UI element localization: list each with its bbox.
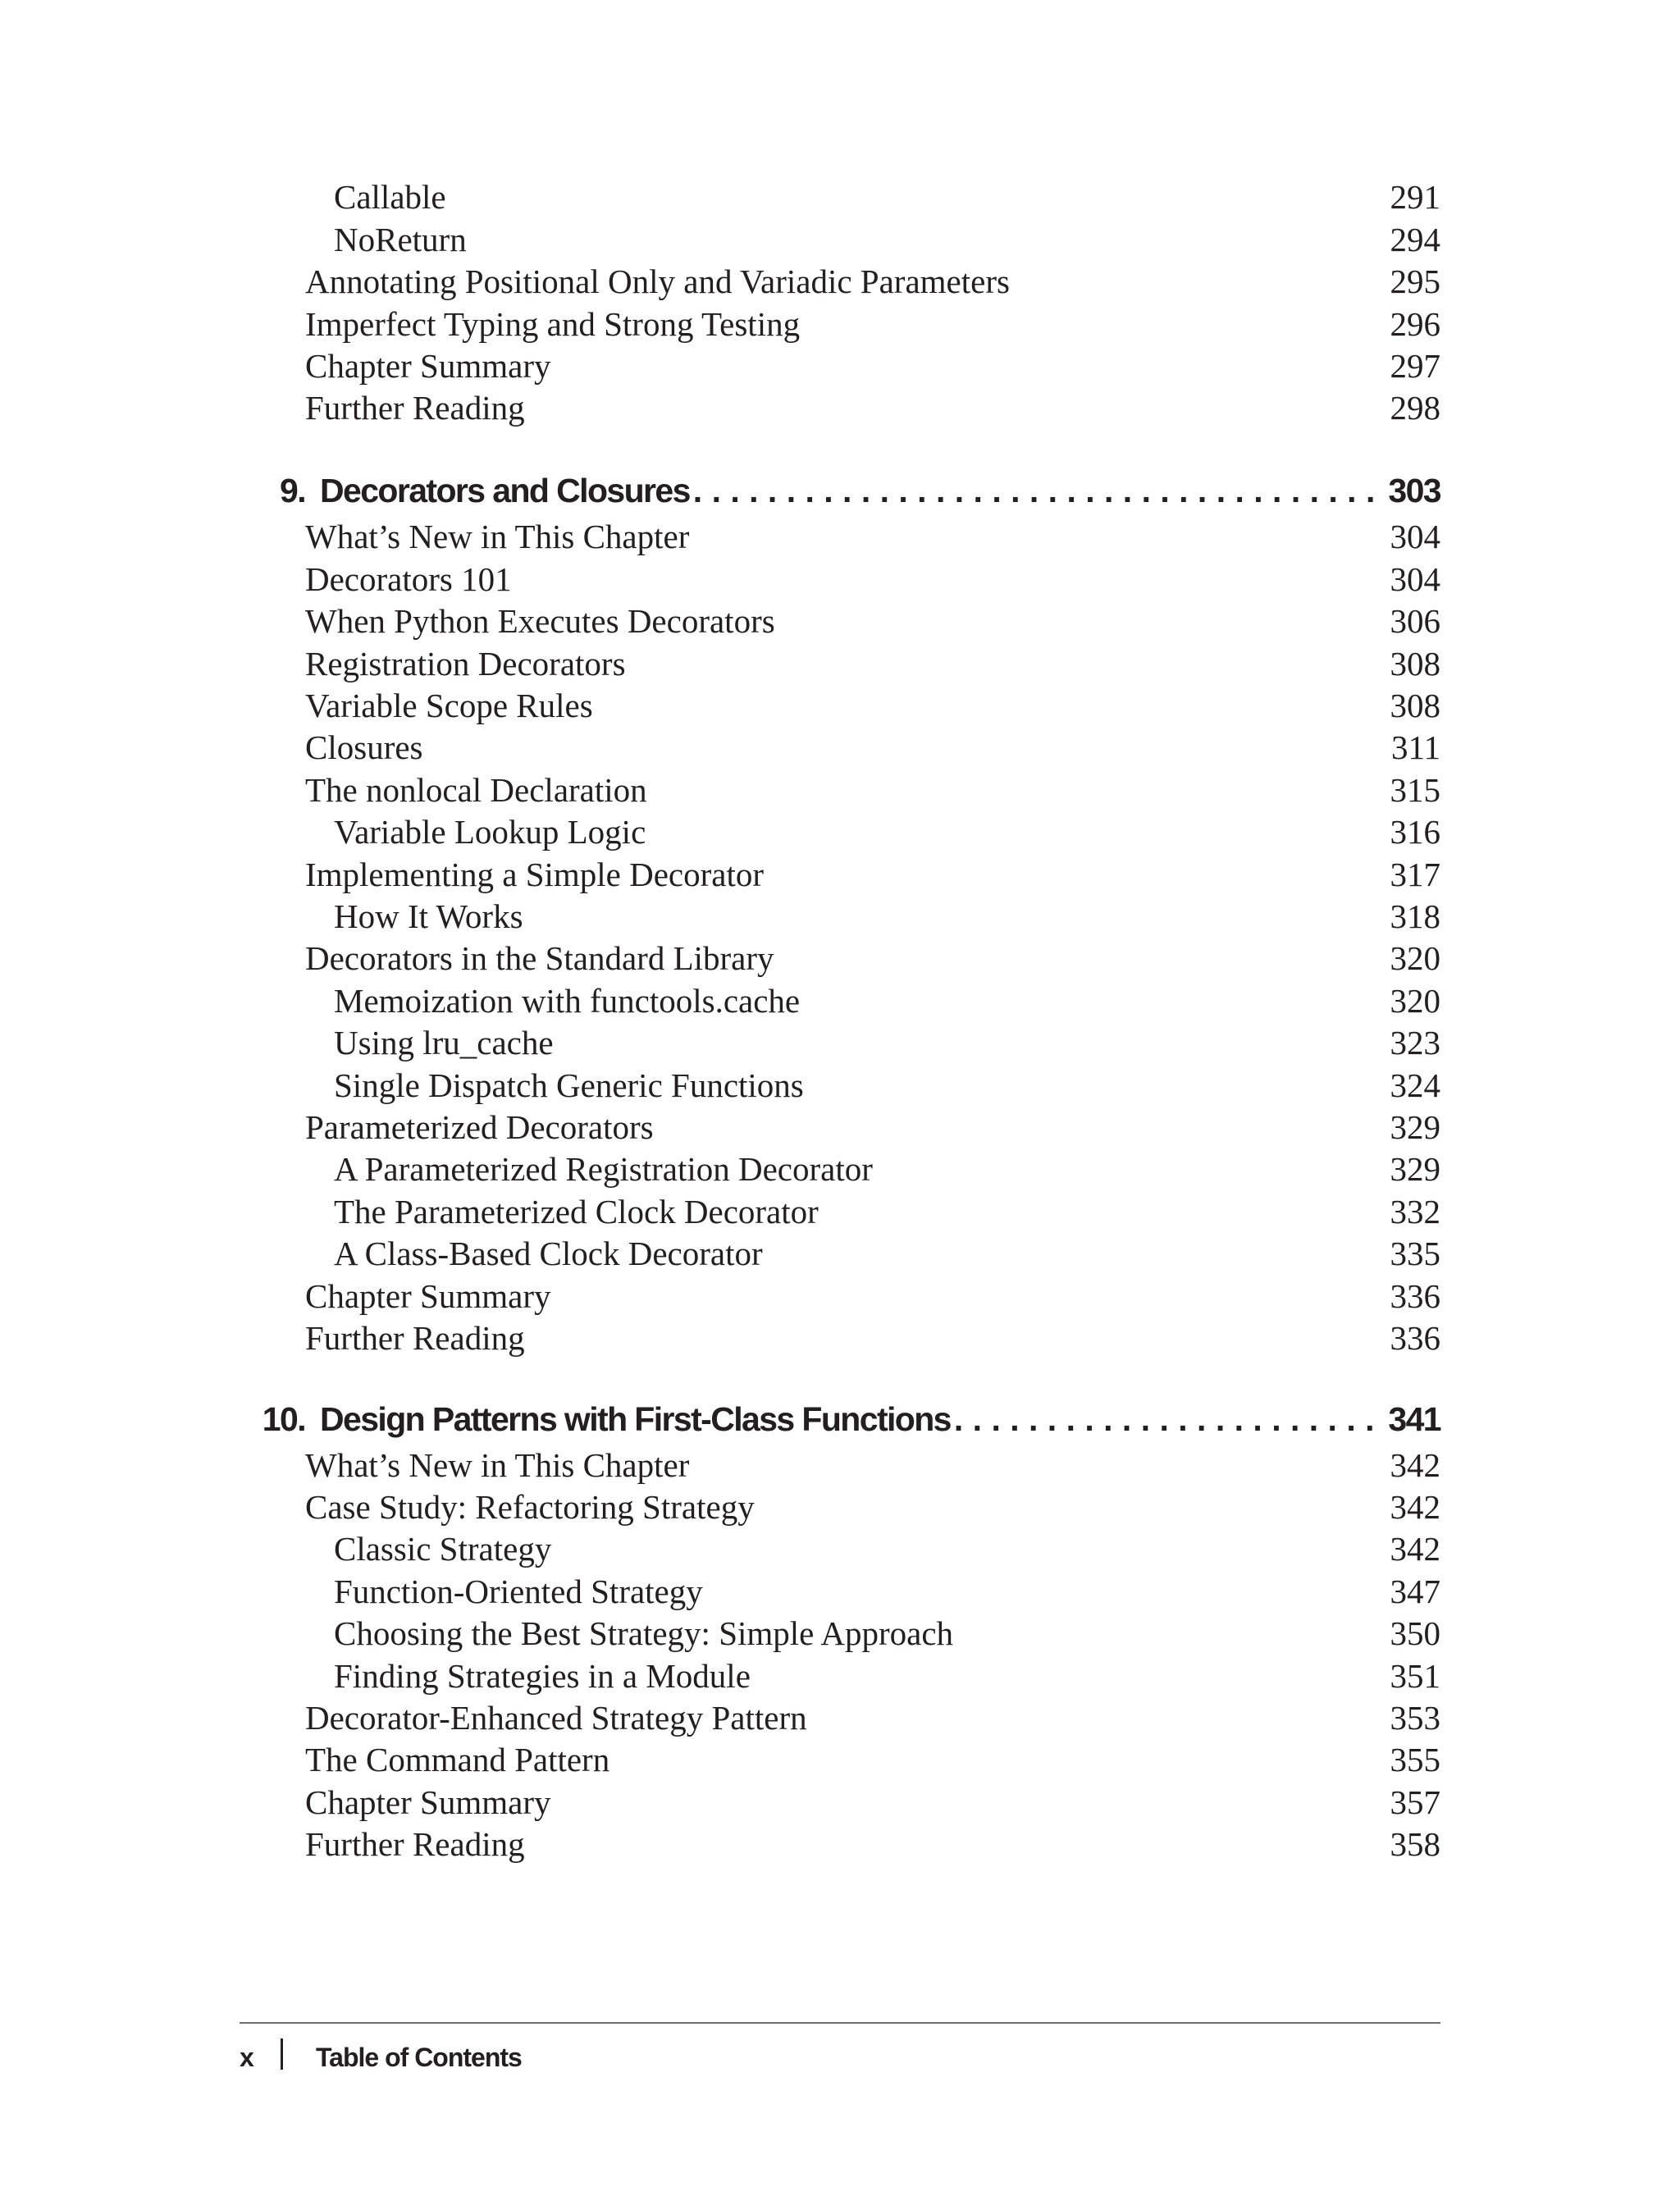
chapter-title: Design Patterns with First-Class Functions — [320, 1400, 951, 1438]
toc-entry-page: 357 — [1390, 1783, 1440, 1821]
toc-entry-page: 350 — [1390, 1614, 1440, 1652]
toc-entry[interactable] — [305, 1317, 1440, 1359]
toc-entry-page: 296 — [1390, 305, 1440, 343]
chapter-title: Decorators and Closures — [320, 472, 690, 509]
toc-entry[interactable] — [305, 853, 1440, 896]
toc-entry[interactable] — [305, 1275, 1440, 1317]
toc-entry-page: 318 — [1390, 897, 1440, 935]
toc-entry-title: Parameterized Decorators — [305, 1108, 654, 1146]
toc-entry-title: A Parameterized Registration Decorator — [334, 1150, 873, 1188]
toc-entry-page: 351 — [1390, 1657, 1440, 1695]
toc-entry-title: Choosing the Best Strategy: Simple Approach — [334, 1614, 954, 1652]
toc-entry-page: 353 — [1390, 1699, 1440, 1737]
toc-entry-title: Imperfect Typing and Strong Testing — [305, 305, 801, 343]
toc-entry-title: Classic Strategy — [334, 1530, 552, 1568]
toc-entry-page: 308 — [1390, 645, 1440, 682]
toc-entry[interactable] — [305, 1781, 1440, 1824]
toc-entry-title: Annotating Positional Only and Variadic Parameters — [305, 262, 1010, 300]
toc-entry-page: 315 — [1390, 771, 1440, 809]
toc-entry[interactable] — [305, 515, 1440, 558]
toc-entry-page: 323 — [1390, 1024, 1440, 1061]
toc-entry-title: Callable — [334, 178, 446, 216]
toc-entry[interactable] — [305, 1738, 1440, 1781]
toc-entry[interactable] — [305, 1486, 1440, 1528]
toc-entry-page: 311 — [1391, 728, 1440, 766]
toc-entry-page: 304 — [1390, 518, 1440, 555]
toc-entry-title: Variable Scope Rules — [305, 687, 593, 724]
toc-entry-page: 324 — [1390, 1066, 1440, 1104]
toc-entry-title: Chapter Summary — [305, 347, 551, 385]
toc-entry-page: 320 — [1390, 982, 1440, 1020]
toc-entry-title: Function-Oriented Strategy — [334, 1573, 703, 1610]
toc-entry-title: Chapter Summary — [305, 1277, 551, 1315]
toc-entry-title: Further Reading — [305, 389, 525, 427]
toc-entry-title: Decorator-Enhanced Strategy Pattern — [305, 1699, 807, 1737]
toc-entry-page: 295 — [1390, 262, 1440, 300]
toc-entry-title: Closures — [305, 728, 423, 766]
toc-entry-title: Case Study: Refactoring Strategy — [305, 1488, 755, 1526]
toc-entry[interactable] — [305, 600, 1440, 642]
toc-entry-title: Finding Strategies in a Module — [334, 1657, 751, 1695]
toc-entry — [305, 218, 1440, 261]
toc-entry-page: 308 — [1390, 687, 1440, 724]
toc-entry-title: Variable Lookup Logic — [334, 813, 646, 851]
toc-entry-title: How It Works — [334, 897, 523, 935]
toc-entry[interactable] — [305, 1527, 1440, 1570]
toc-entry — [305, 386, 1440, 429]
toc-entry-page: 316 — [1390, 813, 1440, 851]
toc-entry-page: 335 — [1390, 1235, 1440, 1272]
toc-entry-page: 294 — [1390, 221, 1440, 258]
toc-entry[interactable] — [305, 558, 1440, 600]
toc-entry[interactable] — [305, 1823, 1440, 1865]
toc-entry-page: 291 — [1390, 178, 1440, 216]
toc-entry[interactable] — [305, 684, 1440, 727]
toc-entry-title: The nonlocal Declaration — [305, 771, 647, 809]
dot-leader — [954, 1395, 1377, 1444]
toc-entry-title: Further Reading — [305, 1319, 525, 1357]
toc-entry-page: 297 — [1390, 347, 1440, 385]
toc-entry-title: What’s New in This Chapter — [305, 518, 690, 555]
toc-entry[interactable] — [305, 1570, 1440, 1613]
toc-entry-title: The Command Pattern — [305, 1741, 610, 1778]
toc-entry-page: 355 — [1390, 1741, 1440, 1778]
page-number: x — [240, 2043, 253, 2072]
toc-entry[interactable] — [305, 1106, 1440, 1148]
toc-entry-page: 298 — [1390, 389, 1440, 427]
toc-entry[interactable] — [305, 1232, 1440, 1275]
toc-entry-page: 306 — [1390, 602, 1440, 640]
toc-entry-title: Further Reading — [305, 1825, 525, 1863]
footer-separator — [281, 2038, 283, 2070]
toc-entry[interactable] — [305, 1696, 1440, 1739]
toc-entry-title: NoReturn — [334, 221, 467, 258]
toc-entry-page: 342 — [1390, 1530, 1440, 1568]
toc-entry-page: 317 — [1390, 856, 1440, 893]
chapter-page: 303 — [1388, 472, 1440, 509]
toc-entry[interactable] — [305, 937, 1440, 979]
toc-entry-title: Implementing a Simple Decorator — [305, 856, 765, 893]
toc-entry-title: Memoization with functools.cache — [334, 982, 801, 1020]
toc-entry-title: The Parameterized Clock Decorator — [334, 1193, 819, 1230]
toc-entry[interactable] — [305, 1148, 1440, 1190]
toc-entry-page: 347 — [1390, 1573, 1440, 1610]
toc-entry-page: 332 — [1390, 1193, 1440, 1230]
toc-entry[interactable] — [305, 769, 1440, 811]
toc-entry-page: 304 — [1390, 560, 1440, 598]
toc-entry[interactable] — [305, 1444, 1440, 1486]
chapter-heading[interactable] — [238, 1395, 1440, 1444]
toc-entry-page: 342 — [1390, 1446, 1440, 1484]
footer-rule — [240, 2022, 1440, 2024]
chapter-heading[interactable] — [238, 466, 1440, 515]
toc-entry-page: 329 — [1390, 1108, 1440, 1146]
toc-entry-title: When Python Executes Decorators — [305, 602, 775, 640]
toc-entry-page: 342 — [1390, 1488, 1440, 1526]
chapter-number: 9. — [280, 472, 305, 509]
chapter-number: 10. — [262, 1400, 305, 1438]
toc-entry[interactable] — [305, 1064, 1440, 1107]
toc-entry — [305, 260, 1440, 303]
toc-entry-title: Single Dispatch Generic Functions — [334, 1066, 804, 1104]
toc-entry-page: 320 — [1390, 939, 1440, 977]
toc-entry-title: Decorators in the Standard Library — [305, 939, 774, 977]
toc-entry[interactable] — [305, 1190, 1440, 1233]
chapter-page: 341 — [1388, 1400, 1440, 1438]
toc-entry[interactable] — [305, 810, 1440, 853]
toc-entry-title: Decorators 101 — [305, 560, 512, 598]
toc-entry[interactable] — [305, 979, 1440, 1022]
toc-entry-page: 329 — [1390, 1150, 1440, 1188]
toc-entry — [305, 176, 1440, 218]
toc-entry[interactable] — [305, 1655, 1440, 1697]
toc-entry[interactable] — [305, 642, 1440, 685]
toc-entry-page: 336 — [1390, 1277, 1440, 1315]
toc-entry[interactable] — [305, 895, 1440, 938]
toc-entry — [305, 345, 1440, 387]
toc-entry-title: Using lru_cache — [334, 1024, 554, 1061]
toc-entry[interactable] — [305, 726, 1440, 769]
toc-entry-title: A Class-Based Clock Decorator — [334, 1235, 763, 1272]
toc-entry-page: 358 — [1390, 1825, 1440, 1863]
toc-entry-title: Chapter Summary — [305, 1783, 551, 1821]
toc-entry[interactable] — [305, 1021, 1440, 1064]
running-head: Table of Contents — [316, 2043, 522, 2072]
toc-entry[interactable] — [305, 1612, 1440, 1655]
dot-leader — [693, 466, 1377, 515]
toc-entry-title: What’s New in This Chapter — [305, 1446, 690, 1484]
toc-entry-page: 336 — [1390, 1319, 1440, 1357]
toc-entry — [305, 303, 1440, 345]
toc-entry-title: Registration Decorators — [305, 645, 626, 682]
